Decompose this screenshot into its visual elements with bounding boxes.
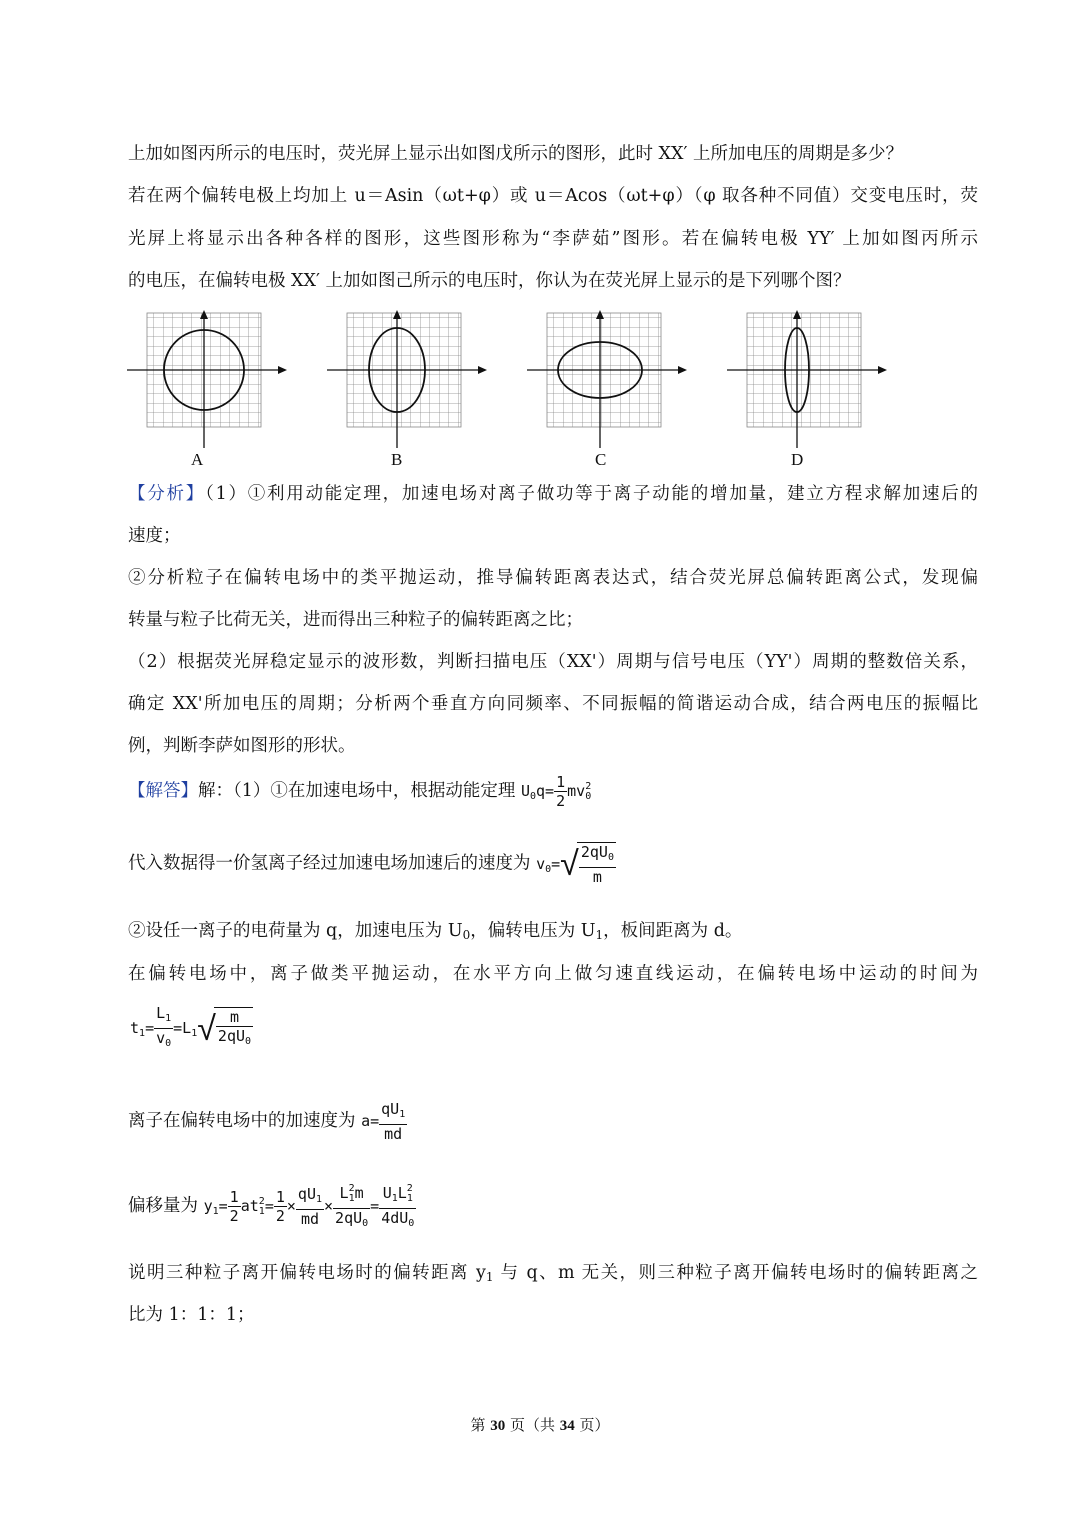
figure-a-graphic [125, 308, 290, 448]
question-line-4: 的电压，在偏转电极 XX′ 上加如图己所示的电压时，你认为在荧光屏上显示的是下列哪个图？ [128, 271, 851, 291]
solution-text-1: 解：（1）①在加速电场中，根据动能定理 [198, 781, 516, 801]
solution-line-2 [128, 842, 616, 886]
solution-line-8: 比为 1：1：1； [128, 1305, 255, 1325]
page-footer [0, 1414, 1080, 1435]
figure-b-label: B [391, 450, 403, 469]
solution-text-3a: ②设任一离子的电荷量为 q，加速电压为 U [128, 921, 463, 941]
formula-acceleration: a= $\frac{qU_1}{md}$ [361, 1100, 406, 1143]
analysis-line-4: 转量与粒子比荷无关，进而得出三种粒子的偏转距离之比； [128, 610, 583, 630]
formula-time: $t_1=$ $\frac{L_1}{v_0}$ $=L_1√$ $\frac{m}{2qU_0}$ [130, 1004, 252, 1049]
formula-kinetic-energy: $U_0q=$ $\frac{1}{2}$ $mv^2_0$ [520, 773, 592, 810]
solution-text-6: 偏移量为 [128, 1196, 198, 1216]
solution-text-5: 离子在偏转电场中的加速度为 [128, 1111, 356, 1131]
figure-a [125, 308, 290, 473]
footer-pre: 第 [470, 1416, 491, 1434]
analysis-line-2: 速度； [128, 526, 181, 546]
formula-displacement: $y_1=$ $\frac{1}{2}$ $at^2_1=$ $\frac{1}{2}$ × $\frac{qU_1}{md}$ × $\frac{L^2_1m}{2qU_0}$ = $\frac{U_1L^2_1}{4dU_0}$ [204, 1197, 417, 1215]
solution-text-3c: ，板间距离为 d。 [603, 921, 743, 941]
solution-text-3b: ，偏转电压为 U [470, 921, 596, 941]
analysis-line-5: （2）根据荧光屏稳定显示的波形数，判断扫描电压（XX'）周期与信号电压（YY'）周期的整数倍关系， [128, 652, 978, 672]
figure-d-label: D [791, 450, 804, 469]
figure-d [725, 308, 890, 473]
figure-c [525, 308, 690, 473]
analysis-text-1: （1）①利用动能定理，加速电场对离子做功等于离子动能的增加量，建立方程求解加速后的 [205, 484, 978, 504]
figure-b [325, 308, 490, 473]
footer-mid: 页（共 [505, 1416, 560, 1434]
figure-d-graphic [725, 308, 890, 448]
figure-c-label: C [595, 450, 607, 469]
analysis-line-7: 例，判断李萨如图形的形状。 [128, 736, 356, 756]
solution-line-1 [128, 773, 591, 810]
solution-text-7b: 与 q、m 无关，则三种粒子离开偏转电场时的偏转距离之 [493, 1263, 978, 1283]
analysis-line-6: 确定 XX'所加电压的周期；分析两个垂直方向同频率、不同振幅的简谐运动合成，结合两电压的振幅比 [128, 694, 978, 714]
solution-text-7a: 说明三种粒子离开偏转电场时的偏转距离 y [128, 1263, 486, 1283]
solution-text-2: 代入数据得一价氢离子经过加速电场加速后的速度为 [128, 853, 531, 874]
footer-page-number: 30 [490, 1418, 506, 1434]
solution-line-5 [128, 1100, 407, 1143]
figure-a-label: A [191, 450, 204, 469]
solution-line-3: ②设任一离子的电荷量为 q，加速电压为 $U_0$，偏转电压为 $U_1$，板间距离为 d。 [128, 921, 743, 942]
solution-line-7: 说明三种粒子离开偏转电场时的偏转距离 $y_1$ 与 q、m 无关，则三种粒子离开偏转电场时的偏转距离之 [128, 1263, 978, 1284]
analysis-tag: 【分析】 [128, 484, 206, 504]
lissajous-figures [125, 308, 895, 473]
solution-line-6 [128, 1180, 416, 1233]
figure-b-graphic [325, 308, 490, 448]
figure-c-graphic [525, 308, 690, 448]
analysis-line-1 [128, 480, 978, 505]
footer-post: 页） [574, 1416, 610, 1434]
solution-line-4: 在偏转电场中，离子做类平抛运动，在水平方向上做匀速直线运动，在偏转电场中运动的时间为 [128, 964, 978, 984]
formula-velocity: $v_0=√$ $\frac{2qU_0}{m}$ [536, 843, 614, 886]
question-line-1: 上加如图丙所示的电压时，荧光屏上显示出如图戊所示的图形，此时 XX′ 上所加电压的周期是多少？ [128, 144, 904, 164]
analysis-line-3: ②分析粒子在偏转电场中的类平抛运动，推导偏转距离表达式，结合荧光屏总偏转距离公式，发现偏 [128, 568, 978, 588]
question-line-3: 光屏上将显示出各种各样的图形，这些图形称为“李萨茹”图形。若在偏转电极 YY′ 上加如图丙所示 [128, 229, 978, 249]
question-line-2: 若在两个偏转电极上均加上 u＝Asin（ωt+φ）或 u＝Acos（ωt+φ）（φ 取各种不同值）交变电压时，荧 [128, 186, 978, 206]
footer-total-pages: 34 [559, 1418, 575, 1434]
solution-tag: 【解答】 [128, 781, 198, 801]
